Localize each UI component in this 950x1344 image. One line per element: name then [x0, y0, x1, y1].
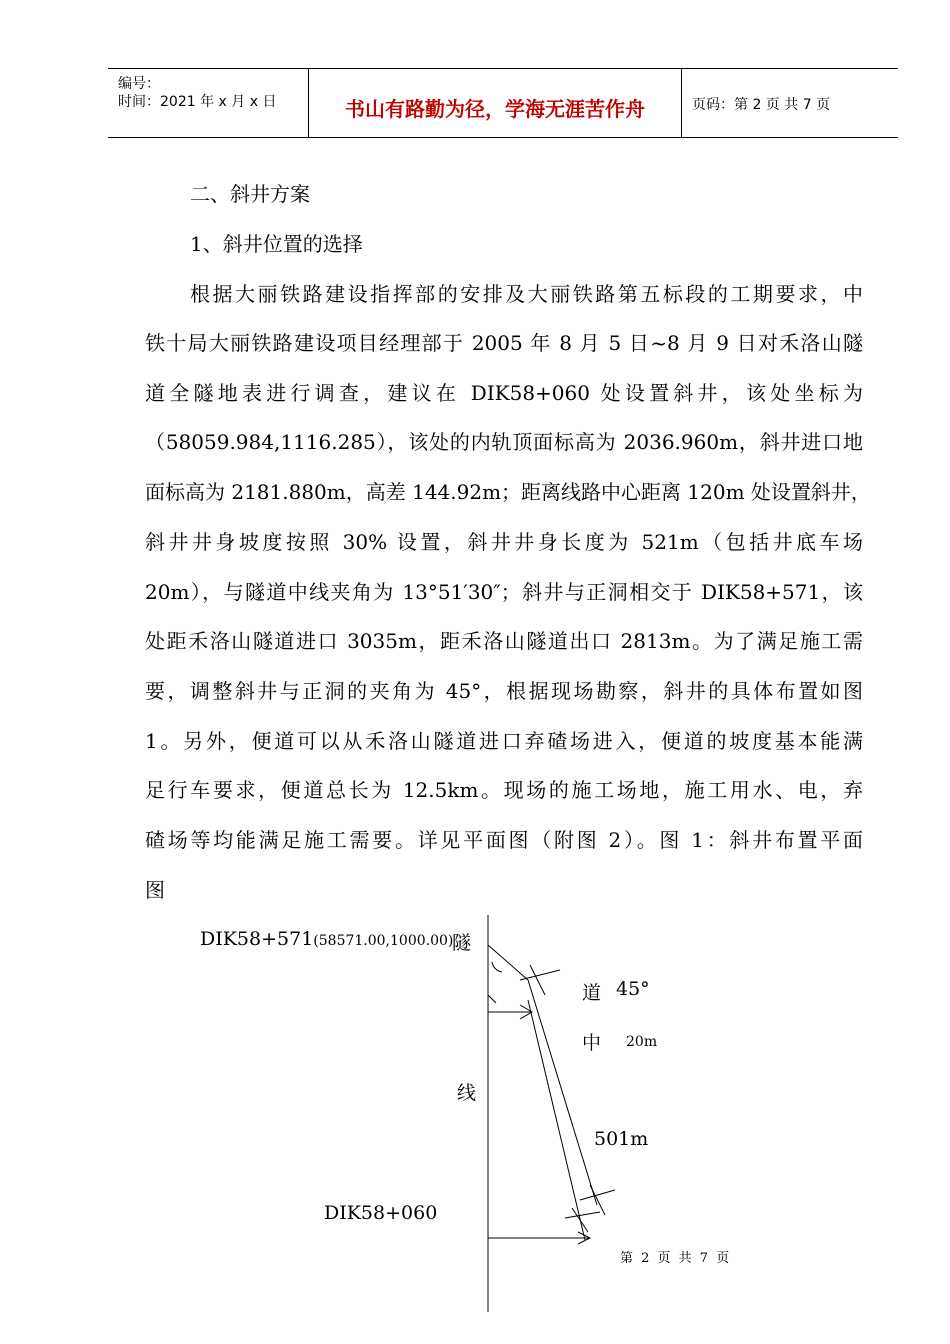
angle-label: 45°	[616, 978, 650, 1000]
angle-arc	[492, 962, 502, 972]
document-time-label: 时间：2021 年 x 月 x 日	[118, 94, 277, 110]
shaft-outer-line	[528, 980, 597, 1205]
subsection-title: 1、斜井位置的选择	[190, 232, 363, 256]
arrow-mark	[488, 995, 496, 1003]
dimension-tick	[530, 965, 545, 995]
paragraph-line: 铁十局大丽铁路建设项目经理部于 2005 年 8 月 5 日~8 月 9 日对禾洛山隧	[145, 331, 863, 355]
page-footer: 第 2 页 共 7 页	[620, 1251, 732, 1266]
top-station-coords: (58571.00,1000.00)	[313, 933, 454, 949]
short-length-label: 20m	[626, 1034, 658, 1050]
header-page-info: 页码：第 2 页 共 7 页	[692, 97, 831, 113]
shaft-connector	[488, 945, 528, 980]
paragraph-line: 面标高为 2181.880m，高差 144.92m；距离线路中心距离 120m 处设置斜井，	[145, 480, 871, 504]
paragraph-line: 道全隧地表进行调查，建议在 DIK58+060 处设置斜井，该处坐标为	[145, 381, 863, 405]
top-station: DIK58+571	[200, 928, 314, 950]
paragraph-line: 足行车要求，便道总长为 12.5km。现场的施工场地，施工用水、电，弃	[145, 778, 863, 802]
header-motto: 书山有路勤为径，学海无涯苦作舟	[345, 97, 645, 121]
shaft-inner-line	[528, 1000, 585, 1240]
paragraph-line: 20m），与隧道中线夹角为 13°51′30″；斜井与正洞相交于 DIK58+571，该	[145, 580, 863, 604]
top-station-label	[200, 928, 453, 950]
paragraph-line: 斜井井身坡度按照 30% 设置，斜井井身长度为 521m（包括井底车场	[145, 530, 863, 554]
dimension-tick	[580, 1190, 615, 1200]
dimension-tick	[572, 1208, 588, 1232]
axis-label-char: 隧	[452, 932, 472, 954]
axis-label-char: 中	[582, 1032, 602, 1054]
paragraph-line: 要，调整斜井与正洞的夹角为 45°，根据现场勘察，斜井的具体布置如图	[145, 679, 863, 703]
paragraph-line: 根据大丽铁路建设指挥部的安排及大丽铁路第五标段的工期要求，中	[190, 282, 863, 306]
paragraph-line: （58059.984,1116.285），该处的内轨顶面标高为 2036.960m，斜井进口地	[145, 430, 863, 454]
axis-label-char: 道	[582, 982, 602, 1004]
paragraph-line: 1。另外，便道可以从禾洛山隧道进口弃碴场进入，便道的坡度基本能满	[145, 729, 863, 753]
paragraph-line: 碴场等均能满足施工需要。详见平面图（附图 2）。图 1：斜井布置平面	[145, 828, 863, 852]
axis-label-char: 线	[457, 1082, 477, 1104]
bottom-station-label: DIK58+060	[324, 1202, 438, 1224]
paragraph-line: 图	[145, 878, 165, 902]
paragraph-line: 处距禾洛山隧道进口 3035m，距禾洛山隧道出口 2813m。为了满足施工需	[145, 629, 863, 653]
dimension-tick	[590, 1185, 605, 1215]
long-length-label: 501m	[594, 1128, 649, 1150]
dimension-tick	[565, 1212, 600, 1218]
dimension-tick	[520, 970, 560, 980]
section-title: 二、斜井方案	[190, 182, 310, 206]
document-number-label: 编号：	[118, 76, 160, 92]
